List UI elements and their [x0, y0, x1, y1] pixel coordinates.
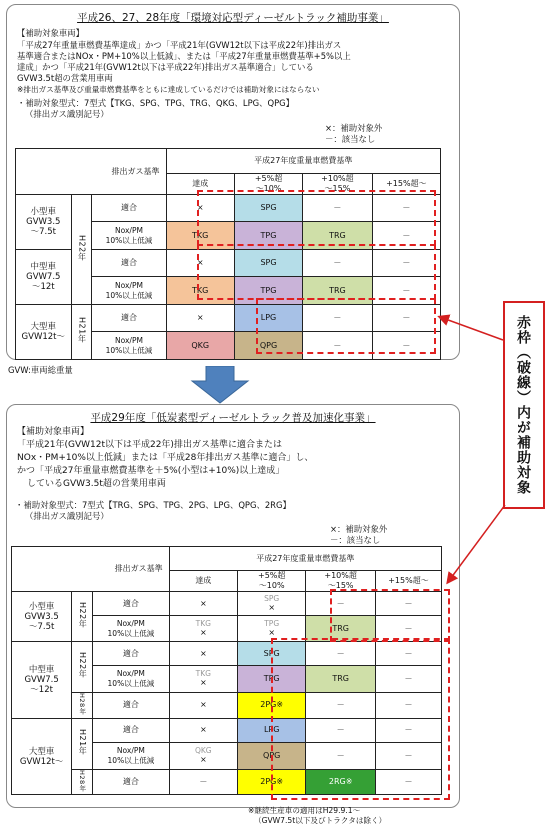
panel1-body-line: GVW3.5t超の営業用車両 — [17, 73, 113, 83]
panel2-cell: × — [169, 642, 237, 666]
panel2-year-h28: H28年 — [72, 693, 93, 719]
panel1-cell: × — [166, 250, 234, 277]
panel1-cell: TPG — [234, 277, 302, 305]
panel2-cell: × — [169, 718, 237, 742]
panel2-cell: TPG × — [238, 616, 306, 642]
panel2-col-header: +5%超 ～10% — [238, 571, 306, 592]
footnote-1: ※継続生産車の適用はH29.9.1～ — [248, 806, 361, 815]
panel2-year-h22: H22年 — [72, 642, 93, 693]
panel2-cell: － — [306, 693, 376, 719]
panel2-col-header: 達成 — [169, 571, 237, 592]
panel2-cell: × — [169, 693, 237, 719]
callout-text: 赤枠（破線）内が補助対象 — [515, 315, 531, 495]
panel1-year-h22: H22年 — [71, 195, 92, 305]
panel1-note: ※排出ガス基準及び重量車燃費基準をともに達成しているだけでは補助対象にはならない — [17, 85, 320, 94]
panel1-year-h21: H21年 — [71, 305, 92, 360]
panel1-types-line: ・補助対象型式：7型式【TKG、SPG、TPG、TRG、QKG、LPG、QPG】 — [17, 98, 295, 108]
panel2-cell: TKG × — [169, 616, 237, 642]
panel1-row-std: 適合 — [92, 305, 166, 332]
panel2-cell: QPG — [238, 742, 306, 769]
panel2-year-h28: H28年 — [72, 769, 93, 795]
panel1-cell: － — [372, 250, 440, 277]
panel1-cell: TPG — [234, 222, 302, 250]
panel1-row-nox: Nox/PM 10%以上低減 — [92, 332, 166, 360]
panel2-header-emission: 排出ガス基準 — [12, 547, 170, 592]
panel2-row-std: 適合 — [93, 592, 170, 616]
panel2-row-std: 適合 — [93, 642, 170, 666]
panel2-cell: QKG × — [169, 742, 237, 769]
panel1-legend-x: ×：補助対象外 — [325, 123, 383, 133]
panel2-types-sub: （排出ガス識別記号） — [25, 511, 109, 521]
gvw-note: GVW:車両総重量 — [8, 365, 73, 375]
panel2-body-line: NOx・PM+10%以上低減」または「平成28年排出ガス基準に適合」し、 — [17, 453, 314, 463]
panel2-body-line: 「平成21年(GVW12t以下は平成22年)排出ガス基準に適合または — [17, 440, 282, 450]
panel1-cell: － — [303, 250, 372, 277]
panel1-cell: TRG — [303, 222, 372, 250]
panel2-cell: 2PG※ — [238, 769, 306, 795]
panel1-cell: － — [372, 332, 440, 360]
footnote-2: （GVW7.5t以下及びトラクタは除く） — [254, 816, 387, 825]
panel2-cell: 2RG※ — [306, 769, 376, 795]
panel2-cell: － — [306, 742, 376, 769]
panel1-row-std: 適合 — [92, 250, 166, 277]
panel2-cell: － — [306, 642, 376, 666]
panel2-cell: － — [375, 666, 441, 693]
panel1-col-header: +15%超～ — [372, 174, 440, 195]
panel2-legend-x: ×：補助対象外 — [330, 524, 388, 534]
panel2-legend-dash: －：該当なし — [330, 535, 381, 545]
panel1-vehicle-large: 大型車 GVW12t～ — [16, 305, 72, 360]
panel1-row-nox: Nox/PM 10%以上低減 — [92, 222, 166, 250]
panel1-body-line: 達成」かつ「平成21年(GVW12t以下は平成22年)排出ガス基準適合」している — [17, 62, 314, 72]
panel2-vehicle-mid: 中型車 GVW7.5 ～12t — [12, 642, 72, 719]
panel2-col-header: +15%超～ — [375, 571, 441, 592]
panel2-vehicle-small: 小型車 GVW3.5 ～7.5t — [12, 592, 72, 642]
panel2-cell: TRG — [306, 616, 376, 642]
panel1-cell: － — [372, 222, 440, 250]
panel2-cell: SPG × — [238, 592, 306, 616]
panel2-header-fuel: 平成27年度重量車燃費基準 — [169, 547, 441, 571]
panel2-row-std: 適合 — [93, 693, 170, 719]
panel1-cell: TKG — [166, 277, 234, 305]
panel1-cell: × — [166, 195, 234, 222]
panel1-body-line: 「平成27年重量車燃費基準達成」かつ「平成21年(GVW12t以下は平成22年)排出ガス — [17, 40, 342, 50]
panel1-cell: － — [303, 332, 372, 360]
panel2-cell: TPG — [238, 666, 306, 693]
panel2-cell: × — [169, 592, 237, 616]
panel2-year-h22: H22年 — [72, 592, 93, 642]
panel1-cell: TKG — [166, 222, 234, 250]
panel1-vehicle-small: 小型車 GVW3.5 ～7.5t — [16, 195, 72, 250]
panel1-header-emission: 排出ガス基準 — [16, 149, 167, 195]
panel1-col-header: +5%超 ～10% — [234, 174, 302, 195]
panel1-cell: QKG — [166, 332, 234, 360]
panel2-cell: － — [306, 718, 376, 742]
panel2-cell: TKG × — [169, 666, 237, 693]
panel1-cell: × — [166, 305, 234, 332]
panel2-cell: － — [306, 592, 376, 616]
panel2-cell: 2PG※ — [238, 693, 306, 719]
panel1-vehicle-mid: 中型車 GVW7.5 ～12t — [16, 250, 72, 305]
panel1-cell: SPG — [234, 195, 302, 222]
panel2-year-h21: H21年 — [72, 718, 93, 769]
panel1-cell: － — [372, 277, 440, 305]
panel2-cell: － — [375, 769, 441, 795]
panel1-col-header: 達成 — [166, 174, 234, 195]
panel2-types-line: ・補助対象型式：7型式【TRG、SPG、TPG、2PG、LPG、QPG、2RG】 — [15, 500, 291, 510]
panel2-cell: － — [375, 616, 441, 642]
panel1-title: 平成26、27、28年度「環境対応型ディーゼルトラック補助事業」 — [77, 12, 389, 24]
panel1-cell: QPG — [234, 332, 302, 360]
panel1-header-fuel: 平成27年度重量車燃費基準 — [166, 149, 440, 174]
panel2-row-nox: Nox/PM 10%以上低減 — [93, 666, 170, 693]
panel1-cell: － — [372, 305, 440, 332]
panel2-row-std: 適合 — [93, 769, 170, 795]
panel2-row-nox: Nox/PM 10%以上低減 — [93, 742, 170, 769]
panel2-cell: － — [375, 718, 441, 742]
panel1-body-line: 基準適合またはNOx・PM+10%以上低減」、または「平成27年重量車燃費基準+5%以上 — [17, 51, 351, 61]
panel1-target-heading: 【補助対象車両】 — [17, 28, 84, 38]
panel1-col-header: +10%超 ～15% — [303, 174, 372, 195]
panel1-cell: － — [303, 195, 372, 222]
panel2-cell: SPG — [238, 642, 306, 666]
panel2-cell: － — [375, 592, 441, 616]
panel2-col-header: +10%超 ～15% — [306, 571, 376, 592]
panel1-cell: TRG — [303, 277, 372, 305]
panel2-title: 平成29年度「低炭素型ディーゼルトラック普及加速化事業」 — [90, 412, 376, 424]
panel2-cell: － — [375, 742, 441, 769]
panel2-row-nox: Nox/PM 10%以上低減 — [93, 616, 170, 642]
panel2-body-line: かつ「平成27年重量車燃費基準を＋5%(小型は+10%)以上達成」 — [17, 466, 285, 476]
panel1-types-sub: （排出ガス識別記号） — [25, 109, 109, 119]
panel2-target-heading: 【補助対象車両】 — [17, 427, 90, 437]
arrow-to-panel1 — [440, 317, 503, 340]
panel1-cell: LPG — [234, 305, 302, 332]
panel2-row-std: 適合 — [93, 718, 170, 742]
panel2-vehicle-large: 大型車 GVW12t～ — [12, 718, 72, 795]
panel2-cell: － — [169, 769, 237, 795]
panel1-cell: SPG — [234, 250, 302, 277]
panel2-cell: － — [375, 693, 441, 719]
arrow-to-panel2 — [448, 505, 505, 582]
panel2-cell: LPG — [238, 718, 306, 742]
panel1-row-nox: Nox/PM 10%以上低減 — [92, 277, 166, 305]
panel2-body-line: しているGVW3.5t超の営業用車両 — [27, 479, 166, 489]
panel1-legend-dash: －：該当なし — [325, 134, 376, 144]
panel2-cell: － — [375, 642, 441, 666]
panel1-cell: － — [372, 195, 440, 222]
panel2-cell: TRG — [306, 666, 376, 693]
panel1-row-std: 適合 — [92, 195, 166, 222]
panel1-cell: － — [303, 305, 372, 332]
